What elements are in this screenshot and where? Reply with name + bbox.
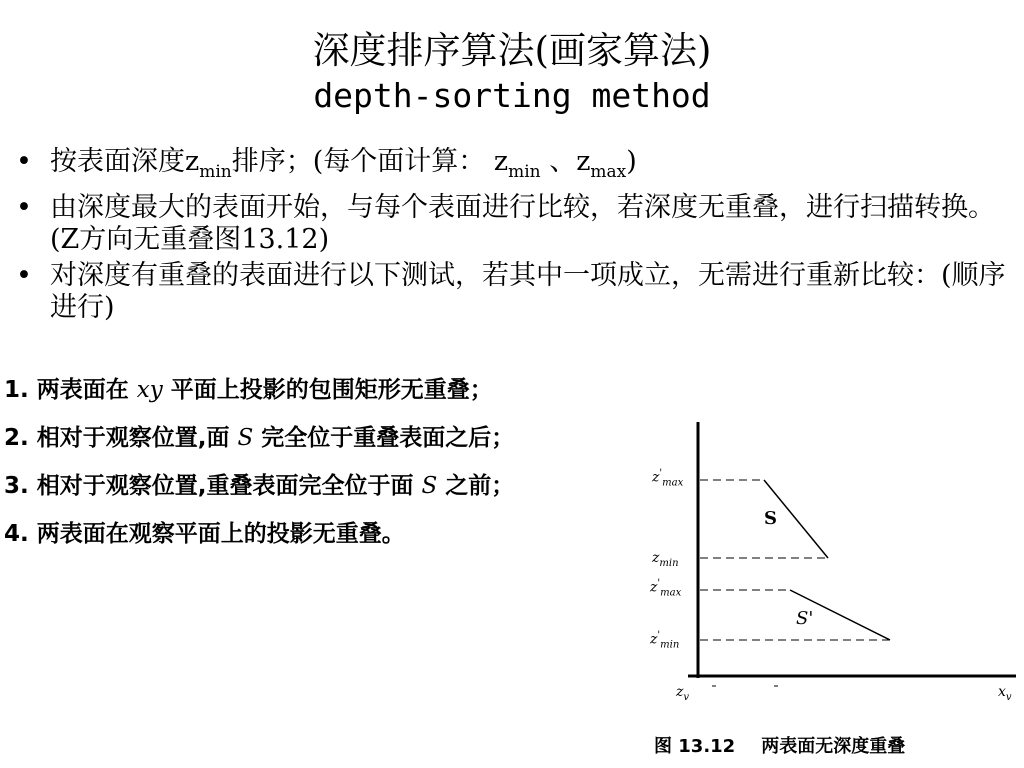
subscript: min <box>199 162 232 182</box>
caption-number: 图 13.12 <box>654 736 736 757</box>
test-item <box>4 414 514 462</box>
test-text: 两表面在 <box>36 377 137 403</box>
figure-caption <box>654 732 905 758</box>
bullet-text: 由深度最大的表面开始，与每个表面进行比较，若深度无重叠，进行扫描转换。(Z方向无重叠图13.12) <box>50 192 995 255</box>
bullet-item <box>10 260 1015 324</box>
test-text: 平面上投影的包围矩形无重叠； <box>162 377 493 403</box>
zmin-sp-label: $z'_{min}$ <box>650 630 680 651</box>
bullet-item <box>10 146 1015 188</box>
test-text: 相对于观察位置,重叠表面完全位于面 <box>36 473 422 499</box>
test-number: 4. <box>4 521 29 547</box>
test-variable: S <box>421 473 438 499</box>
surface-sp-label: S' <box>796 608 814 629</box>
page-subtitle: depth-sorting method <box>313 76 711 115</box>
bullet-text: ) <box>626 146 637 177</box>
test-item <box>4 510 514 558</box>
test-text: 两表面在观察平面上的投影无重叠。 <box>36 521 405 547</box>
test-text: 之前； <box>437 473 515 499</box>
test-list <box>4 366 514 558</box>
caption-text: 两表面无深度重叠 <box>761 736 906 757</box>
subscript: min <box>508 162 541 182</box>
depth-figure <box>640 410 1024 768</box>
subscript: max <box>590 162 627 182</box>
figure-diagram <box>640 410 1024 730</box>
bullet-dot: • <box>16 146 32 177</box>
test-number: 1. <box>4 377 29 403</box>
page-title: 深度排序算法(画家算法) <box>312 29 712 72</box>
test-text: 完全位于重叠表面之后； <box>253 425 515 451</box>
test-number: 2. <box>4 425 29 451</box>
bullet-text: 排序；(每个面计算： z <box>231 146 509 177</box>
surface-s-label: S <box>764 508 777 529</box>
zmin-s-label: $z_{min}$ <box>652 550 679 569</box>
bullet-text: 对深度有重叠的表面进行以下测试，若其中一项成立，无需进行重新比较：(顺序进行) <box>50 260 1006 323</box>
bullet-item <box>10 192 1015 256</box>
bullet-list <box>10 146 1015 328</box>
test-text: 相对于观察位置,面 <box>36 425 238 451</box>
bullet-text: 、z <box>540 146 591 177</box>
test-number: 3. <box>4 473 29 499</box>
title-block <box>0 28 1024 118</box>
zmax-s-label: $z'_{max}$ <box>652 468 684 489</box>
test-item <box>4 462 514 510</box>
bullet-dot: • <box>16 260 32 291</box>
test-variable: S <box>237 425 254 451</box>
test-variable: xy <box>136 377 163 403</box>
xv-label: $x_v$ <box>998 684 1012 703</box>
test-item <box>4 366 514 414</box>
bullet-dot: • <box>16 192 32 223</box>
zv-label: $z_v$ <box>676 684 690 703</box>
bullet-text: 按表面深度z <box>50 146 200 177</box>
zmax-sp-label: $z'_{max}$ <box>650 578 682 599</box>
